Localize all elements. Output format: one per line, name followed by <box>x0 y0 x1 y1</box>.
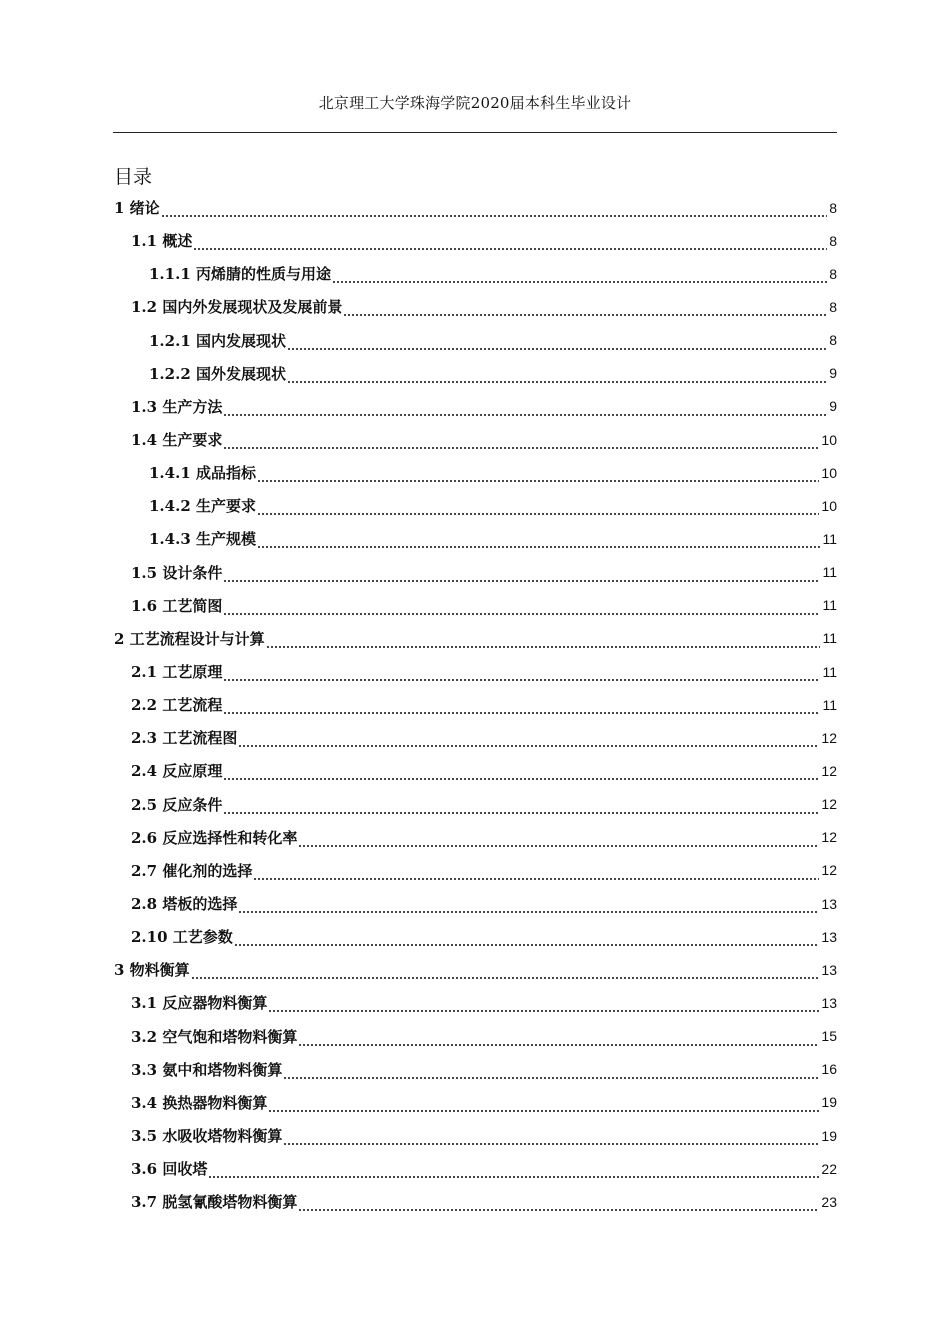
toc-entry-label: 2.4 反应原理 <box>131 762 223 781</box>
toc-dot-leader <box>193 236 827 251</box>
toc-entry-page-number: 13 <box>821 895 837 912</box>
toc-entry[interactable] <box>114 655 837 688</box>
toc-entry-page-number: 8 <box>829 332 837 349</box>
toc-entry[interactable] <box>114 754 837 787</box>
toc-entry-label: 2.8 塔板的选择 <box>131 895 238 914</box>
toc-dot-leader <box>253 866 819 881</box>
toc-dot-leader <box>223 700 820 715</box>
toc-dot-leader <box>298 1032 819 1047</box>
toc-entry[interactable] <box>114 290 837 323</box>
toc-entry-page-number: 11 <box>822 663 837 680</box>
toc-entry-label: 2.1 工艺原理 <box>131 663 223 682</box>
toc-entry-page-number: 8 <box>829 199 837 216</box>
toc-entry-label: 1.4 生产要求 <box>131 431 223 450</box>
toc-dot-leader <box>234 932 820 947</box>
toc-entry-label: 2.6 反应选择性和转化率 <box>131 828 298 847</box>
toc-entry-label: 2 工艺流程设计与计算 <box>114 629 265 648</box>
toc-entry-page-number: 22 <box>821 1160 837 1177</box>
toc-entry-page-number: 13 <box>821 961 837 978</box>
toc-entry[interactable] <box>114 1020 837 1053</box>
toc-dot-leader <box>223 402 827 417</box>
toc-entry[interactable] <box>114 357 837 390</box>
toc-entry[interactable] <box>114 920 837 953</box>
toc-entry-page-number: 12 <box>821 762 837 779</box>
toc-entry[interactable] <box>114 390 837 423</box>
toc-dot-leader <box>343 302 827 317</box>
toc-entry-page-number: 11 <box>822 530 837 547</box>
toc-entry-label: 3.2 空气饱和塔物料衡算 <box>131 1027 298 1046</box>
toc-entry-label: 1.1.1 丙烯腈的性质与用途 <box>149 265 331 284</box>
toc-entry[interactable] <box>114 721 837 754</box>
toc-entry-label: 1.6 工艺简图 <box>131 596 223 615</box>
toc-entry[interactable] <box>114 622 837 655</box>
toc-entry[interactable] <box>114 1053 837 1086</box>
toc-entry[interactable] <box>114 324 837 357</box>
toc-dot-leader <box>191 965 820 980</box>
toc-dot-leader <box>223 435 819 450</box>
toc-entry-page-number: 19 <box>821 1094 837 1111</box>
toc-dot-leader <box>208 1164 819 1179</box>
toc-entry-page-number: 23 <box>821 1193 837 1210</box>
toc-title: 目录 <box>114 166 153 188</box>
toc-entry-label: 1.3 生产方法 <box>131 397 223 416</box>
toc-entry-label: 1.2 国内外发展现状及发展前景 <box>131 298 343 317</box>
toc-entry-label: 2.10 工艺参数 <box>131 928 233 947</box>
toc-dot-leader <box>298 833 819 848</box>
toc-dot-leader <box>238 733 819 748</box>
toc-entry[interactable] <box>114 854 837 887</box>
toc-dot-leader <box>161 203 828 218</box>
toc-entry[interactable] <box>114 589 837 622</box>
toc-dot-leader <box>223 800 819 815</box>
toc-entry-label: 2.7 催化剂的选择 <box>131 861 253 880</box>
page-header: 北京理工大学珠海学院2020届本科生毕业设计 <box>318 94 632 112</box>
toc-entry-page-number: 12 <box>821 829 837 846</box>
toc-entry-label: 3 物料衡算 <box>114 961 190 980</box>
toc-entry-page-number: 15 <box>821 1028 837 1045</box>
toc-entry-label: 3.7 脱氢氰酸塔物料衡算 <box>131 1193 298 1212</box>
toc-entry[interactable] <box>114 556 837 589</box>
toc-entry[interactable] <box>114 257 837 290</box>
toc-entry-page-number: 16 <box>821 1061 837 1078</box>
toc-entry-label: 1.4.1 成品指标 <box>149 464 256 483</box>
toc-entry-page-number: 8 <box>829 265 837 282</box>
toc-dot-leader <box>257 534 820 549</box>
toc-dot-leader <box>257 468 819 483</box>
toc-entry-page-number: 11 <box>822 597 837 614</box>
toc-entry[interactable] <box>114 986 837 1019</box>
toc-entry-page-number: 9 <box>829 398 837 415</box>
toc-entry-label: 3.5 水吸收塔物料衡算 <box>131 1127 283 1145</box>
toc-entry-page-number: 12 <box>821 796 837 813</box>
toc-entry-page-number: 11 <box>822 630 837 647</box>
toc-entry-page-number: 13 <box>821 994 837 1011</box>
toc-entry[interactable] <box>114 191 837 224</box>
toc-entry-label: 3.6 回收塔 <box>131 1160 208 1179</box>
toc-entry-label: 1.2.2 国外发展现状 <box>149 364 286 383</box>
toc-entry-page-number: 10 <box>821 497 837 514</box>
toc-entry-label: 2.5 反应条件 <box>131 795 223 814</box>
toc-entry[interactable] <box>114 1119 837 1152</box>
toc-entry-page-number: 19 <box>821 1127 837 1144</box>
toc-dot-leader <box>266 634 821 649</box>
toc-entry-label: 2.3 工艺流程图 <box>131 729 238 748</box>
toc-entry[interactable] <box>114 1086 837 1119</box>
toc-entry[interactable] <box>114 224 837 257</box>
toc-entry-page-number: 12 <box>821 729 837 746</box>
toc-entry-page-number: 11 <box>822 564 837 581</box>
toc-entry-label: 3.1 反应器物料衡算 <box>131 994 268 1013</box>
toc-entry[interactable] <box>114 1152 837 1185</box>
toc-entry-label: 1.1 概述 <box>131 232 193 251</box>
toc-dot-leader <box>223 601 820 616</box>
toc-dot-leader <box>298 1197 819 1212</box>
toc-entry[interactable] <box>114 1185 837 1218</box>
toc-entry[interactable] <box>114 423 837 456</box>
toc-entry-label: 1 绪论 <box>114 199 160 218</box>
toc-entry-page-number: 10 <box>821 431 837 448</box>
toc-entry[interactable] <box>114 489 837 522</box>
toc-entry-label: 1.4.2 生产要求 <box>149 497 256 516</box>
toc-entry-page-number: 12 <box>821 862 837 879</box>
toc-dot-leader <box>257 501 819 516</box>
toc-entry-page-number: 8 <box>829 298 837 315</box>
toc-dot-leader <box>223 766 819 781</box>
toc-dot-leader <box>283 1065 819 1080</box>
toc-entry-page-number: 13 <box>821 928 837 945</box>
toc-entry[interactable] <box>114 688 837 721</box>
toc-entry-label: 3.4 换热器物料衡算 <box>131 1093 268 1112</box>
toc-dot-leader <box>223 568 820 583</box>
toc-entry[interactable] <box>114 456 837 489</box>
toc-entry-page-number: 11 <box>822 696 837 713</box>
toc-entry[interactable] <box>114 953 837 986</box>
toc-dot-leader <box>287 369 827 384</box>
toc-entry-label: 3.3 氨中和塔物料衡算 <box>131 1060 283 1079</box>
toc-dot-leader <box>287 336 827 351</box>
toc-entry-page-number: 9 <box>829 365 837 382</box>
toc-entry[interactable] <box>114 821 837 854</box>
toc-entry-page-number: 8 <box>829 232 837 249</box>
toc-entry[interactable] <box>114 887 837 920</box>
toc-entry[interactable] <box>114 788 837 821</box>
toc-dot-leader <box>268 998 819 1013</box>
toc-dot-leader <box>283 1131 819 1146</box>
toc-entry[interactable] <box>114 522 837 555</box>
toc-dot-leader <box>268 1098 819 1113</box>
toc-list <box>114 191 837 1218</box>
toc-dot-leader <box>223 667 820 682</box>
toc-entry-page-number: 10 <box>821 464 837 481</box>
toc-dot-leader <box>238 899 819 914</box>
toc-dot-leader <box>332 269 827 284</box>
toc-entry-label: 1.5 设计条件 <box>131 563 223 582</box>
toc-entry-label: 1.4.3 生产规模 <box>149 530 256 549</box>
toc-entry-label: 2.2 工艺流程 <box>131 696 223 715</box>
header-divider <box>113 132 837 133</box>
toc-entry-label: 1.2.1 国内发展现状 <box>149 331 286 350</box>
